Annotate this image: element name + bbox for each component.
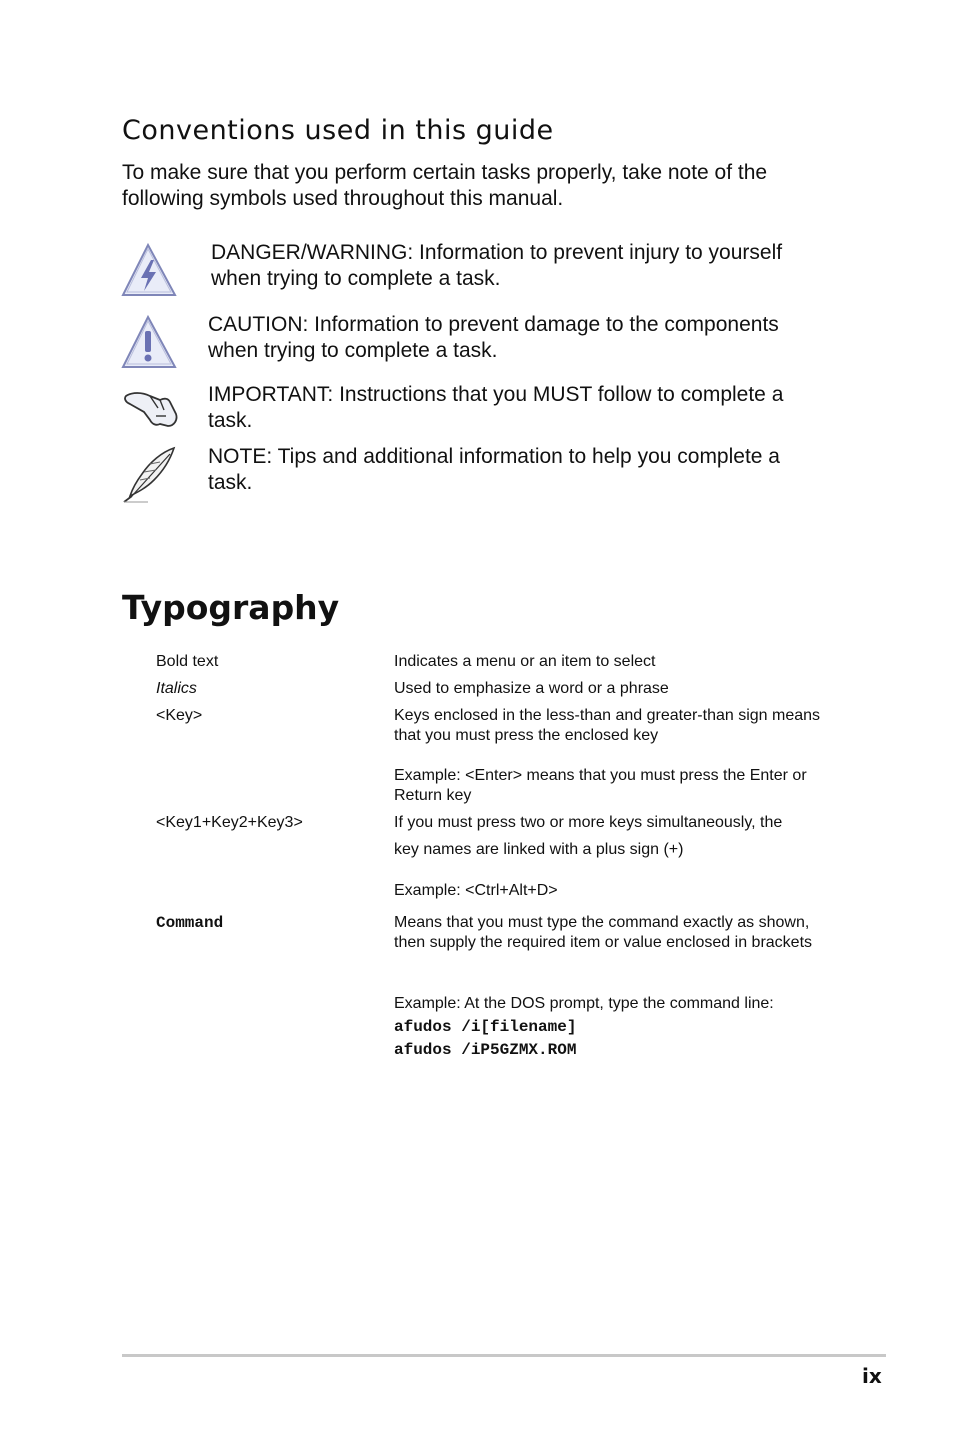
term-key: <Key> bbox=[156, 707, 203, 724]
caution-text: CAUTION: Information to prevent damage to the components when trying to complete a task. bbox=[208, 313, 779, 362]
example-command: Example: At the DOS prompt, type the command line: bbox=[394, 995, 774, 1012]
desc-bold-text: Indicates a menu or an item to select bbox=[394, 653, 656, 670]
term-key-combo: <Key1+Key2+Key3> bbox=[156, 814, 303, 831]
danger-warning-text: DANGER/WARNING: Information to prevent injury to yourself when trying to complete a task. bbox=[211, 241, 783, 290]
desc-command: Means that you must type the command exactly as shown, then supply the required item or value enclosed in brackets bbox=[394, 914, 813, 951]
footer-rule bbox=[122, 1354, 886, 1357]
desc-key-combo-line1: If you must press two or more keys simultaneously, the bbox=[394, 814, 783, 831]
example-key-combo: Example: <Ctrl+Alt+D> bbox=[394, 882, 558, 899]
desc-key: Keys enclosed in the less-than and greater-than sign means that you must press the enclosed key bbox=[394, 707, 821, 744]
note-feather-icon bbox=[120, 444, 180, 504]
code-line-1: afudos /i[filename] bbox=[394, 1018, 577, 1036]
conventions-intro: To make sure that you perform certain tasks properly, take note of the following symbols used throughout this manual. bbox=[122, 161, 768, 210]
code-line-2: afudos /iP5GZMX.ROM bbox=[394, 1041, 577, 1059]
desc-italics: Used to emphasize a word or a phrase bbox=[394, 680, 669, 697]
danger-warning-icon bbox=[120, 240, 180, 300]
desc-key-combo-line2: key names are linked with a plus sign (+) bbox=[394, 841, 684, 858]
term-command: Command bbox=[156, 914, 224, 932]
typography-heading: Typography bbox=[122, 588, 340, 627]
page-number: ix bbox=[862, 1364, 882, 1388]
term-bold-text: Bold text bbox=[156, 653, 219, 670]
important-text: IMPORTANT: Instructions that you MUST follow to complete a task. bbox=[208, 383, 784, 432]
caution-icon bbox=[120, 312, 180, 372]
example-key: Example: <Enter> means that you must press the Enter or Return key bbox=[394, 767, 807, 804]
important-hand-icon bbox=[120, 382, 180, 442]
term-italics: Italics bbox=[156, 680, 197, 697]
conventions-heading: Conventions used in this guide bbox=[122, 115, 554, 146]
note-text: NOTE: Tips and additional information to help you complete a task. bbox=[208, 445, 780, 494]
